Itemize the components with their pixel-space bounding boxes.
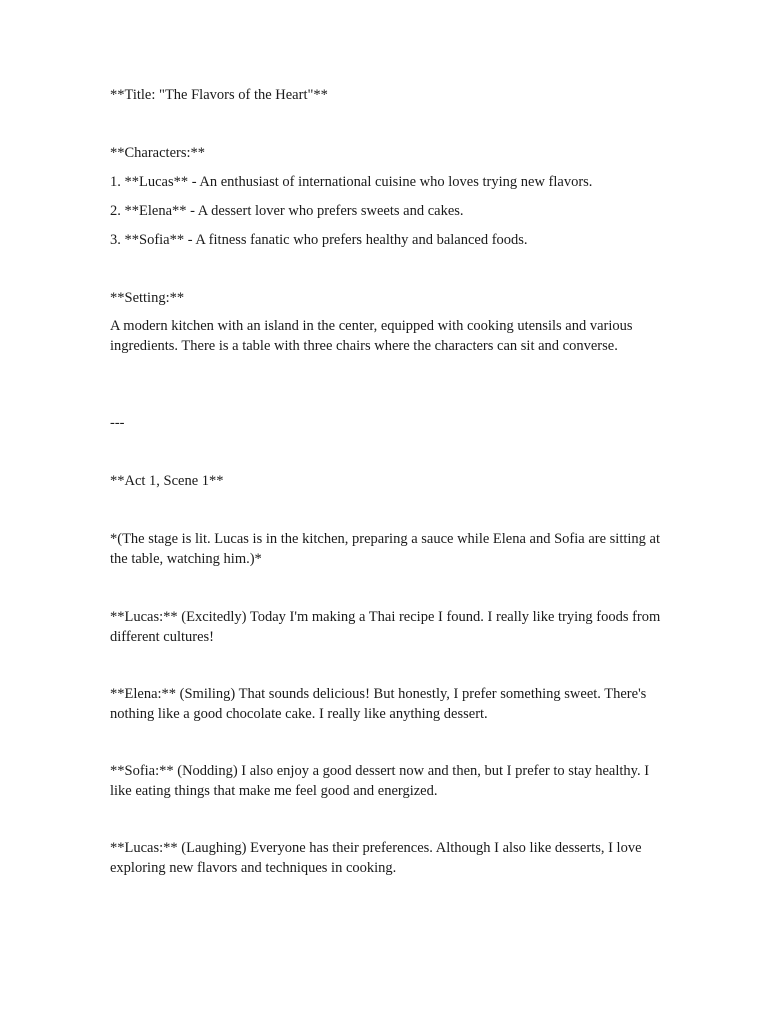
stage-direction: *(The stage is lit. Lucas is in the kitchen, preparing a sauce while Elena and Sofia are sitting at the table, watching him.)* bbox=[110, 531, 661, 567]
separator: --- bbox=[110, 415, 125, 431]
dialogue-elena-1: **Elena:** (Smiling) That sounds delicious! But honestly, I prefer something sweet. There's nothing like a good chocolate cake. I really like anything dessert. bbox=[110, 686, 647, 722]
dialogue-lucas-1: **Lucas:** (Excitedly) Today I'm making a Thai recipe I found. I really like trying foods from different cultures! bbox=[110, 609, 661, 645]
setting-heading: **Setting:** bbox=[110, 290, 185, 306]
characters-heading: **Characters:** bbox=[110, 145, 206, 161]
dialogue-sofia-1: **Sofia:** (Nodding) I also enjoy a good dessert now and then, but I prefer to stay healthy. I like eating things that make me feel good and energized. bbox=[110, 763, 650, 799]
dialogue-lucas-2: **Lucas:** (Laughing) Everyone has their preferences. Although I also like desserts, I love exploring new flavors and techniques in cooking. bbox=[110, 840, 642, 876]
title-line: **Title: "The Flavors of the Heart"** bbox=[110, 87, 328, 103]
setting-text: A modern kitchen with an island in the center, equipped with cooking utensils and various ingredients. There is a table with three chairs where the characters can sit and converse. bbox=[110, 318, 633, 354]
character-item-sofia: 3. **Sofia** - A fitness fanatic who prefers healthy and balanced foods. bbox=[110, 232, 528, 248]
document-page bbox=[110, 0, 670, 1024]
act-heading: **Act 1, Scene 1** bbox=[110, 473, 224, 489]
character-item-lucas: 1. **Lucas** - An enthusiast of international cuisine who loves trying new flavors. bbox=[110, 174, 593, 190]
character-item-elena: 2. **Elena** - A dessert lover who prefers sweets and cakes. bbox=[110, 203, 464, 219]
